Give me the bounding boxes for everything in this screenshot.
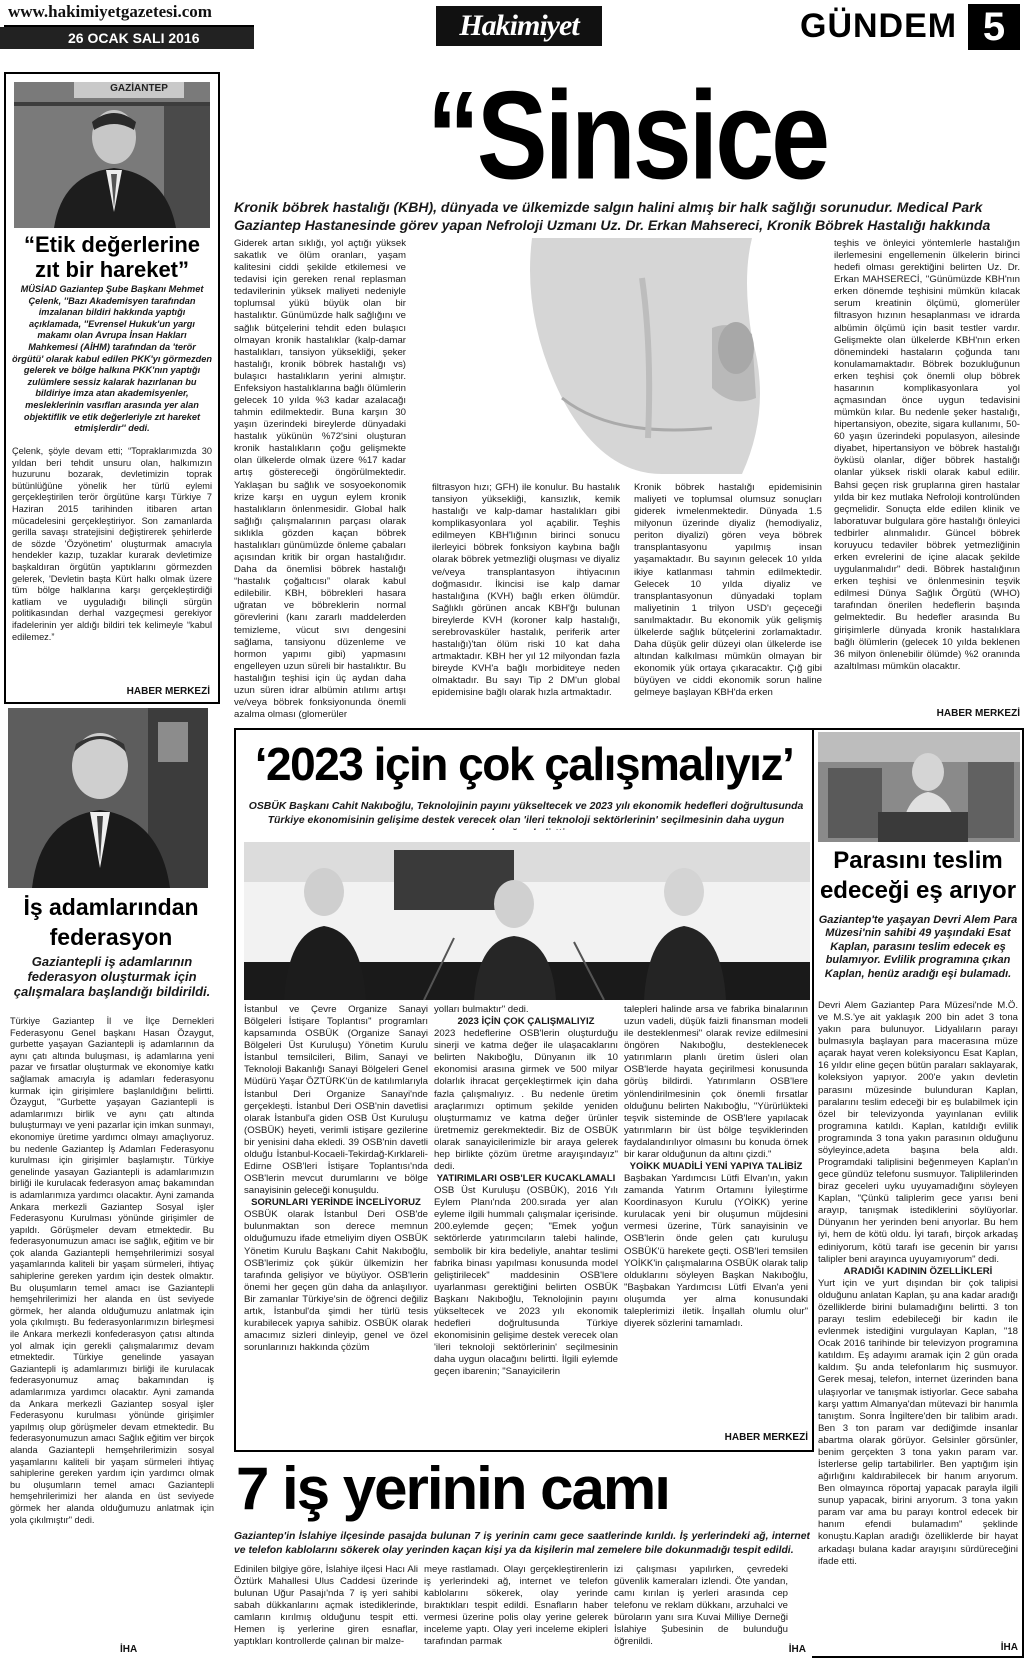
- business-lead: Gaziantepli iş adamlarının federasyon oluşturmak için çalışmalara başlandığı bildirildi.: [13, 954, 211, 1000]
- osbuk-col1-text-b: OSBÜK olarak İstanbul Deri OSB'de bulunmaktan son derece memnun olduğumuzu ifade etmeliyim diyen OSBÜK Yönetim Kurulu Başkanı Cahit Nakıboğlu, OSB'lerimiz çok şükür ülkemizin her tarafında gelişiyor ve büyüyor. OSB'lerin önemi her geçen gün daha da anlaşılıyor. Bir zamanlar Türkiye'sin de öğrenci değiliz artık, İstanbul'da şimdi her türlü tesis kurabilecek yapıya sahibiz. OSBÜK olarak amacımız sizleri dinleyip, genel ve özel sorunlarınızı hakkında çözüm: [244, 1209, 428, 1354]
- business-headline-line1: İş adamlarından: [23, 894, 199, 920]
- money-byline: İHA: [1000, 1642, 1018, 1653]
- ethics-photo-sign: GAZİANTEP: [110, 83, 168, 94]
- osbuk-col1-subhead: SORUNLARI YERİNDE İNCELİYORUZ: [251, 1197, 421, 1209]
- osbuk-headline: ‘2023 için çok çalışmalıyız’: [254, 738, 794, 790]
- osbuk-col3-subhead: YOİKK MUADİLİ YENİ YAPIYA TALİBİZ: [629, 1161, 803, 1173]
- osbuk-panel-photo: [244, 842, 810, 1000]
- masthead-date-bar: [0, 27, 254, 49]
- osbuk-col2-text-c: OSB Üst Kuruluşu (OSBÜK), 2016 Yılı Eylem Planı'nda 200.sırada yer alan eyleme ilgili hummalı çalışmalar içerisinde. 200.eylemde geçen; "Emek yoğun sektörlerde yatırımcıların talebi halinde, sembolik bir kira bedeliyle, anahtar teslimi fabrika binası yapılması konusunda model geliştirilecek" maddesinin OSB'lere uyarlanması gerektiğini belirten OSBÜK Başkanı Nakıboğlu, Teknolojinin payını yükseltecek ve 2023 yılı ekonomik hedefleri doğrultusunda Türkiye ekonomisinin gelişime destek verecek olan 'ileri teknoloji sektörlerinin' seçilmesinin daha uygun olacağını belirtti. İlgili eylemde geçen ibarenin; "Sanayicilerin: [434, 1185, 618, 1378]
- lead-col1: Giderek artan sıklığı, yol açtığı yüksek sakatlık ve ölüm oranları, yaşam kalitesini ciddi şekilde etkilemesi ve tedavisi için gereken renal replasman tedavilerinin yüksek maliyeti nedeniyle toplumsal yükü büyük olan bir hastalıktır. Günümüzde halk sağlığını ve sağlık bütçelerini tehdit eden bulaşıcı olmayan kronik hastalıklar (kalp-damar hastalıkları, tansiyon yüksekliği, şeker hastalığı, kronik böbrek hastalığı vs) bulaşıcı hastalıkların yerini almıştır. Enfeksiyon hastalıklarına bağlı ölümlerin gelecek 10 yılda %3 kadar azalacağı tahmin edilmektedir. Buna karşın 30 yaşın üzerindeki bireylerde dünyadaki hastalık yükünün %72'sini oluşturan kronik hastalıkların çoğu gelişmekte olan ülkelerde olmak üzere %17 kadar artış göstereceği öngörülmektedir. Yaklaşan bu sağlık ve sosyoekonomik krize karşı en uygun eylem kronik hastalıkların önlenmesidir. Global halk sağlığı çalışmalarının parçası olarak sıklıkla gözden kaçan böbrek hastalıkları günümüzde önleme çabaları açısından kritik bir organ hastalığıdır. Daha da önemlisi böbrek hastalığı “hastalık çoğaltıcısı” olarak kabul edilebilir. KBH, böbrekleri hasara uğratan ve böbreklerin normal görevlerini (kanı zararlı maddelerden temizleme, vücut sıvı dengesini sağlama, tansiyonu düzenleme ve hormon yapımı gibi) yapmasını engelleyen uzun süreli bir hastalıktır. Bu hastalığın teşhisi için üç aydan daha uzun süren idrar albümin atılımı artışı ve/veya böbrek fonksiyonunda önemli azalma olması (glomerüler: [234, 238, 406, 720]
- page-number-box: [968, 4, 1020, 50]
- osbuk-col1: [244, 1004, 428, 1444]
- glass-col3: izi çalışması yapılırken, çevredeki güvenlik kameraları izlendi. Öte yandan, camı kırılan iş yerleri arasında cep telefonu ve reklam dükkanı, arzuhalci ve büroların yanı sıra Kuvai Milliye Derneği İslahiye Şubesinin de bulunduğu öğrenildi.: [614, 1564, 788, 1648]
- glass-col1: Edinilen bilgiye göre, İslahiye ilçesi Hacı Ali Öztürk Mahallesi Ulus Caddesi üzerinde bulunan Uğur Pasajı'nda 7 iş yeri sahibi sabah dükkanlarını açmak istediklerinde, camların kırılmış olduğunu tespit etti. Hemen iş yerlerine giren esnaflar, yaptıkları kontrollerde çalınan bir malze-: [234, 1564, 418, 1648]
- lead-headline: “Sinsice: [426, 66, 828, 206]
- ethics-photo: [14, 82, 210, 228]
- ethics-body: Çelenk, şöyle devam etti; “Topraklarımızda 30 yıldan beri tehdit unsuru olan, halkımızın huzurunu bozarak, devletimizin toprak bütünlüğüne yönelik her türlü eylemi gerçekleştirilen terör örgütüne karşı Türkiye 7 Haziran 2015 tarihinden itibaren artan mücadelesini gerçekleştiriyor. Son zamanlarda gerilla savaşı stratejisini değiştirerek şehirlerde de sözde 'Özyönetim' oluşturmak amacıyla hendekler kazıp, tuzaklar kurarak devletimize başkaldıran örgütün yaptıklarını görmezden gelerek, 'Devletin başta Kürt halkı olmak üzere tüm bölge halklarına karşı gerçekleştirdiği katliam ve uyguladığı bilinçli sürgün politikasından derhal vazgeçmesi gerekiyor ifadelerinin yer aldığı bildiri tek kelimeyle “kabul edilemez.”: [12, 446, 212, 642]
- lead-col2: filtrasyon hızı; GFH) ile konulur. Bu hastalık tansiyon yüksekliği, kansızlık, kemik hastalığı ve kalp-damar hastalıkları gibi komplikasyonlara yol açabilir. Teşhis edilmeyen KBH'lığının birinci sonucu ilerleyici böbrek fonksiyon kaybına bağlı olarak böbrek yetmezliği oluşması ve diyaliz ve/veya transplantasyon ihtiyacının doğmasıdır. İkincisi ise kalp damar hastalığına (KVH) bağlı erken ölümdür. Sağlıklı görünen ancak KBH'ğı bulunan bireylerde KVH (koroner kalp hastalığı, serebrovasküler hastalık, periferik arter hastalığı)'tan ölüm riski 10 kat daha artmaktadır. KBH her yıl 12 milyondan fazla bireyde KVH'a bağlı morbiditeye neden olmaktadır. Bu sayı Tip 2 DM'un global epidemisine bağlı olarak hızla artmaktadır.: [432, 482, 620, 699]
- osbuk-col2: [434, 1004, 618, 1444]
- business-body: Türkiye Gaziantep İl ve İlçe Dernekleri Federasyonu Genel başkanı Hasan Özaygut, gurbette yaşayan Gaziantepli iş adamlarının da aynı çatı altında buluşması, iş adamlarına yeni pazar ve fırsatlar oluşturmak ve ekonomiye katkı sağlamak amacıyla iş adamları federasyonu kurmak için girişimlere başlanıldığını belirtti. Özaygut, "Gurbette yaşayan Gaziantepli is adamlarımızı birlik ve aynı çatı altında buluşturmayı ve yeni pazarlar için imkan sunmayı, ekonomiye üretime yardımcı olmayı amaçlıyoruz. bu nedenle Gaziantep İş Adamları Federasyonu kurulması için girişimler başlamıştır. Türkiye genelinde yasayan Gaziantepli is adamlarımızın birliği ile kurulacak federasyon amaç bakamından is adamlarımıza yardımcı olacaktır. Ayni zamanda Ankara merkezli Gaziantep Sosyal işler Federasyonu Kurulması yönünde girişimler de yapıldı. Görüşmeler devam etmektedir. Bu federasyonumuzun amacı ise sağlık, eğitim ve bir çok alanda Gaziantepli hemşehrilerimizi sosyal yaşamlarında kaliteli bir yaşam sürmeleri, ihtiyaç sahiplerine gereken yardım için destek olmaktır. Bu oluşumların temel amacı ise Gaziantepli hemşehrilerimizi her alanda en üst seviyede görmek, her alanda olduğumuzu anlatmak için yola çıkılmıştı. Bu federasyonlarımızın birleşmesi ile Ankara merkezli konfederasyon çatısı altında yol almak için gerekli çalışmalarımız devam etmektedir. Türkiye genelinde yasayan Gaziantepli iş adamlarımızı birliği ile kurulacak federasyonumuz amaç bakamından iş adamlarımıza yardımcı olacaktır. Ayni zamanda da Ankara merkezli Gaziantep sosyal işler Federasyonu kurulması yönünde girişimler yapılmış olup görüşmeler devam etmektedir. Bu federasyonumuzun amacı Sağlık eğitim ver birçok alanda Gaziantepli hemşehrilerimizin sosyal yaşamlarını kaliteli bir yaşam sürmeleri ihtiyaç sahiplerine gereken yardım için yardımcı olmak bu oluşumların temel amacı Gaziantepli hemşehrilerimizi her alanda en üst seviyede görmek her alanda olduğumuzu anlatmak için yola çıkılmıştır" dedi.: [10, 1016, 214, 1525]
- business-byline: İHA: [120, 1644, 138, 1655]
- osbuk-col2-text-a: yolları bulmaktır" dedi.: [434, 1004, 529, 1015]
- osbuk-col2-text-b: 2023 hedeflerine OSB'lerin oluşturduğu sinerji ve katma değer ile ulaşacaklarını belirten Nakıboğlu, Dünyanın ilk 10 ekonomisi arasına girmek ve 500 milyar dolarlık ihracat gerçekleştirmek için daha fazla çalışmalıyız. . Bu nedenle üretim araçlarımızı optimum şekilde yeniden oluşturmamız ve katma değer ürünler üretmemiz gerekmektedir. Biz de OSBÜK olarak sanayicilerimizle bir araya gelerek hep birlikte çözüm üretme arayışındayız" dedi.: [434, 1028, 618, 1173]
- section-title: GÜNDEM: [800, 7, 958, 45]
- osbuk-col3: [624, 1004, 808, 1428]
- glass-col2: meye rastlamadı. Olayı gerçekleştirenlerin iş yerlerindeki ağ, internet ve telefon kablolarını sökerek, olay yerinde bıraktıkları tespit edildi. Esnafların haber vermesi üzerine polis olay yerine gelerek inceleme yaptı. Olay yeri inceleme ekipleri tarafından parmak: [424, 1564, 608, 1648]
- osbuk-photo: [244, 842, 810, 1000]
- money-body: [818, 1000, 1018, 1640]
- masthead-website: www.hakimiyetgazetesi.com: [8, 2, 212, 21]
- lead-photo-back: [412, 238, 830, 474]
- businessman-photo-art: [8, 708, 208, 888]
- ethics-photo-art: [14, 82, 210, 228]
- money-photo: [818, 732, 1020, 842]
- masthead-logo: Hakimiyet: [436, 6, 602, 46]
- business-headline-line2: federasyon: [49, 924, 173, 950]
- ethics-byline: HABER MERKEZİ: [126, 686, 210, 697]
- masthead-date: 26 OCAK SALI 2016: [68, 30, 200, 46]
- businessman-photo: [8, 708, 208, 888]
- money-subhead: ARADIĞI KADININ ÖZELLİKLERİ: [843, 1265, 993, 1277]
- lead-deck: Kronik böbrek hastalığı (KBH), dünyada ve ülkemizde salgın halini almış bir halk sağlığı sorunudur. Medical Park Gaziantep Hastanesinde görev yapan Nefroloji Uzmanı Uz. Dr. Erkan Mahsereci, Kronik Böbrek Hastalığı hakkında: [234, 199, 991, 234]
- lead-col3: Kronik böbrek hastalığı epidemisinin maliyeti ve toplumsal olumsuz sonuçları giderek ivmelenmektedir. Dünyada 1.5 milyonun üzerinde diyaliz (hemodiyaliz, periton diyalizi) gören veya böbrek transplantasyonu yapılmış insan yaşamaktadır. Bu sayının gelecek 10 yılda ikiye katlanması tahmin edilmektedir. Gelecek 10 yılda diyaliz ve transplantasyonun dünyadaki toplam maliyetinin 1 trilyon USD'ı geçeceği sanılmaktadır. Bu ekonomik yük gelişmiş ülkelerde sağlık bütçelerini zorlamaktadır. Daha düşük gelir düzeyi olan ülkelerde ise altından kalkılması mümkün olmayan bir ekonomik yük ortaya çıkaracaktır. Çığ gibi büyüyen ve ciddi ekonomik sorun haline gelmeye başlayan KBH'da erken: [634, 482, 822, 699]
- osbuk-byline: HABER MERKEZİ: [724, 1432, 808, 1443]
- osbuk-deck: OSBÜK Başkanı Cahit Nakıboğlu, Teknolojinin payını yükseltecek ve 2023 yılı ekonomik hedefleri doğrultusunda Türkiye ekonomisinin gelişime destek verecek olan 'ileri teknoloji sektörlerinin' seçilmesinin daha uygun: [248, 801, 804, 826]
- ethics-headline-line2: zıt bir hareket”: [34, 257, 190, 282]
- ethics-lead: MÜSİAD Gaziantep Şube Başkanı Mehmet Çelenk, ''Bazı Akademisyen tarafından imzalanan bildiri hakkında yaptığı açıklamada, ''Evrensel Hukuk'un yargı makamı olan Avrupa İnsan Hakları Mahkemesi (AİHM) tarafından da 'terör örgütü' olarak kabul edilen PKK'yı görmezden gelerek ve bölge halkına PKK'nın yaptığı zulümlere sessiz kalarak hazırlanan bu bildiriye imza atan akademisyenler, mesleklerinin vasıfları arasında yer alan objektiflik ve etik değerleriyle zıt hareket etmişlerdir'' dedi.: [12, 284, 212, 434]
- money-headline-line2: edeceği eş arıyor: [819, 877, 1017, 904]
- osbuk-col1-text-a: İstanbul ve Çevre Organize Sanayi Bölgeleri İstişare Toplantısı" programları kapsamında OSBÜK (Organize Sanayi Bölgeleri Üst Kuruluşu) Yönetim Kurulu İstanbul temsilcileri, Bilim, Sanayi ve Teknoloji Bakanlığı Sanayi Bölgeleri Genel Müdürü Yaşar ÖZTÜRK'ün de katılımlarıyla İstanbul Deri Organize Sanayi'nde gerçekleşti. İstanbul Deri OSB'nin davetlisi olarak İstanbul'a giden OSB Üst Kuruluşu (OSBÜK) heyeti, verimli istişare gezilerine bir yenisini daha ekledi. 39 OSB'nin davetli olduğu İstanbul-Kocaeli-Tekirdağ-Kırklareli-Edirne OSB'leri İstişare Toplantısı'nda OSB'lerin mevcut durumlarını ve bölge sanayisinin geleceği konuşuldu.: [244, 1004, 428, 1197]
- glass-deck: Gaziantep'in İslahiye ilçesinde pasajda bulunan 7 iş yerinin camı gece saatlerinde kırıldı. İş yerlerindeki ağ, internet ve telefon kablolarını sökerek olay yerinden kaçan kişi ya da kişilerin mal zemelere bile dokunmadığı tespit edildi.: [234, 1531, 810, 1556]
- lead-col4: teşhis ve önleyici yöntemlerle hastalığın ilerlemesini engellemenin ülkelerin birinci hedefi olması gerektiğini belirten Uz. Dr. Erkan MAHSERECİ, ''Günümüzde KBH'nın erken dönemde teşhisini mümkün kılacak serum kreatinin ölçümü, glomerüler filtrasyon hızının hesaplanması ve idrarda albümin ölçümü için basit testler vardır. Gelişmekte olan ülkelerde KBH'nın erken dönemindeki hastaların çoğunda tanı konulamamaktadır. Böbrek bozukluğunun erken teşhisi çok önemli olup böbrek hasarının komplikasyonlara yol açmasından önce uygun tedavisini mümkün kılar. Bu nedenle şeker hastalığı, hipertansiyon, obezite, sigara kullanımı, 50-60 yaşın üzerindeki populasyon, ailesinde diyabet, hipertansiyon ve böbrek hastalığı öyküsü olanlar, diğer böbrek hastalığı olanlar yüksek riskli olarak kabul edilir. Bahsi geçen risk gruplarına giren hastalar yılda bir kez mutlaka Nefroloji kontrolünden geçmelidir. Sonuçta elde edilen klinik ve laboratuvar bulgulara göre hastalığı önleyici tedbirler alınmalıdır. Güncel böbrek koruyucu tedaviler böbrek yetmezliğinin erken evrelerini de içine alacak şekilde uygulanmalıdır'' dedi. Böbrek hastalığının erken teşhisi ve önlenmesinin teşvik edilmesi Dünya Sağlık Örgütü (WHO) tarafından önerilen hedeflerin başında gelmektedir. Bu hedefler arasında Bu girişimlerle dünyada kronik hastalıklara bağlı ölümlerin (gelecek 10 yılda beklenen 36 milyon önlenebilir ölümde) %2 oranında azaltılması mümkün olacaktır.: [834, 238, 1020, 672]
- money-photo-art: [818, 732, 1020, 842]
- osbuk-col3-text-a: talepleri halinde arsa ve fabrika binalarının uzun vadeli, düşük faizli finansman modeli ile desteklenmesi" olarak revize edilmesini öngören Nakıboğlu, desteklenecek yatırımların planlı üretim üsleri olan OSB'lerde hayata geçirilmesi konusunda görüş bildirdi. Yatırımların OSB'lere yönlendirilmesinin çok önemli fırsatlar olduğunu belirten Nakıboğlu, "Yürürlükteki teşvik sisteminde de OSB'lere yapılacak yatırımların bir üst bölge teşviklerinden faydalandırılıyor olmasını bu konuda örnek bir karar olduğunun da altını çizdi.": [624, 1004, 808, 1160]
- glass-headline: 7 iş yerinin camı: [236, 1455, 669, 1522]
- back-pain-photo: [412, 238, 830, 474]
- money-body-a: Devri Alem Gaziantep Para Müzesi'nde M.Ö. ve M.S.'ye ait yaklaşık 200 bin adet 3 tona yakın para bulunuyor. Lidyalıların parayı bulmasıyla başlayan para macerasına müze açarak hayat veren koleksiyoncu Esat Kaplan, 16 yıldır eline geçen bütün paraları saklayarak, koleksiyon yapıyor. 200'e yakın devletin parasını müzesinde bulunduran Kaplan, paralarını teslim edeceği bir eş bulabilmek için özel bir televizyonda yayınlanan evlilik programına katıldı. Kaplan, katıldığı evlilik programında 3 tona yakın parasının olduğunu söyleyince,adeta başına bela aldı. Programdaki taliplisini beğenmeyen Kaplan'ın gece gündüz telefonu susmuyor. Taliplilerinden biraz geceleri uyku uyuyamadığını söyleyen Kaplan, "Çünkü taliplerim gece yarısı beni arayıp, tanışmak istediklerini söylüyorlar. Dünyanın her yerinden beni arıyorlar. Bu hem iyi, hem de kötü oldu. İyi tarafı, birçok arkadaş ediniyorum, kötü tarafı ise gecenin bir yarısı talipler beni arayınca uyuyamıyorum" dedi.: [818, 1000, 1018, 1265]
- page-number: 5: [982, 5, 1006, 49]
- ethics-headline-line1: “Etik değerlerine: [23, 232, 201, 257]
- money-body-b: Yurt için ve yurt dışından bir çok talipisi olduğunu anlatan Kaplan, şu ana kadar aradığı özelliklerde birini bulamadığını belirtti. 3 ton parayı teslim edebileceği bir kadın ile evlenmek istediğini vurgulayan Kaplan, "18 Ocak 2016 tarihinde bir televizyon programına katıldım. Eş adayımı aramak için 2 gün orada kaldım. Şu anda telefonlarım hiç susmuyor. Gerek mesaj, telefon, internet üzerinden bana ulaşıyorlar ve tanışmak istiyorlar. Gece sabaha karşı yattım Almanya'dan mütevazi bir hanımla tanıştım. Sonra İngiltere'den bir talibim aradı. Ben 3 ton param var dediğimde insanlar abartma olarak görüyor. Gelsinler görsünler, benim gerçekten 3 tona yakın param var. İsterlerse gelip tartabilirler. Ben yaptığım işin ağırlığını kaldırabilecek bir hanım arıyorum. Ben olmayınca röportaj yapacak parayla ilgili sunup yapacak, birini arıyorum. 3 tona yakın param var ama bu parayı kontrol edecek bir hanım efendi bulamadım" şeklinde konuştu.Kaplan aradığı özelliklerde bir hayat arkadaşı bulana kadar arayışını sürdüreceğini ifade etti.: [818, 1277, 1018, 1567]
- osbuk-col2-subhead-1: 2023 İÇİN ÇOK ÇALIŞMALIYIZ: [457, 1016, 595, 1028]
- money-lead: Gaziantep'te yaşayan Devri Alem Para Müzesi'nin sahibi 49 yaşındaki Esat Kaplan, parasını teslim edecek eş bulamıyor. Evlilik programına çıkan Kaplan, henüz aradığı eşi bulamadı.: [818, 914, 1018, 980]
- lead-byline: HABER MERKEZİ: [936, 708, 1020, 719]
- osbuk-col2-subhead-2: YATIRIMLARI OSB'LER KUCAKLAMALI: [436, 1173, 616, 1185]
- osbuk-col3-text-b: Başbakan Yardımcısı Lütfi Elvan'ın, yakın zamanda Yatırım Ortamını İyileştirme Koordinasyon Kurulu (YOİKK) yerine kurulacak yeni bir oluşumun müjdesini vermesi üzerine, Türk sanayisinin ve OSB'lerin önde gelen çatı kuruluşu OSBÜK'ü harekete geçti. OSB'leri temsilen YOİKK'in çalışmalarına OSBÜK olarak talip olduklarını söyleyen Başkan Nakıboğlu, "Başbakan Yardımcısı Lütfi Elvan'a yeni oluşumda yer alma konusundaki taleplerimizi iletik. İnşallah olumlu olur" diyerek sözlerini tamamladı.: [624, 1173, 808, 1330]
- money-headline-line1: Parasını teslim: [833, 847, 1003, 874]
- glass-byline: İHA: [788, 1644, 806, 1655]
